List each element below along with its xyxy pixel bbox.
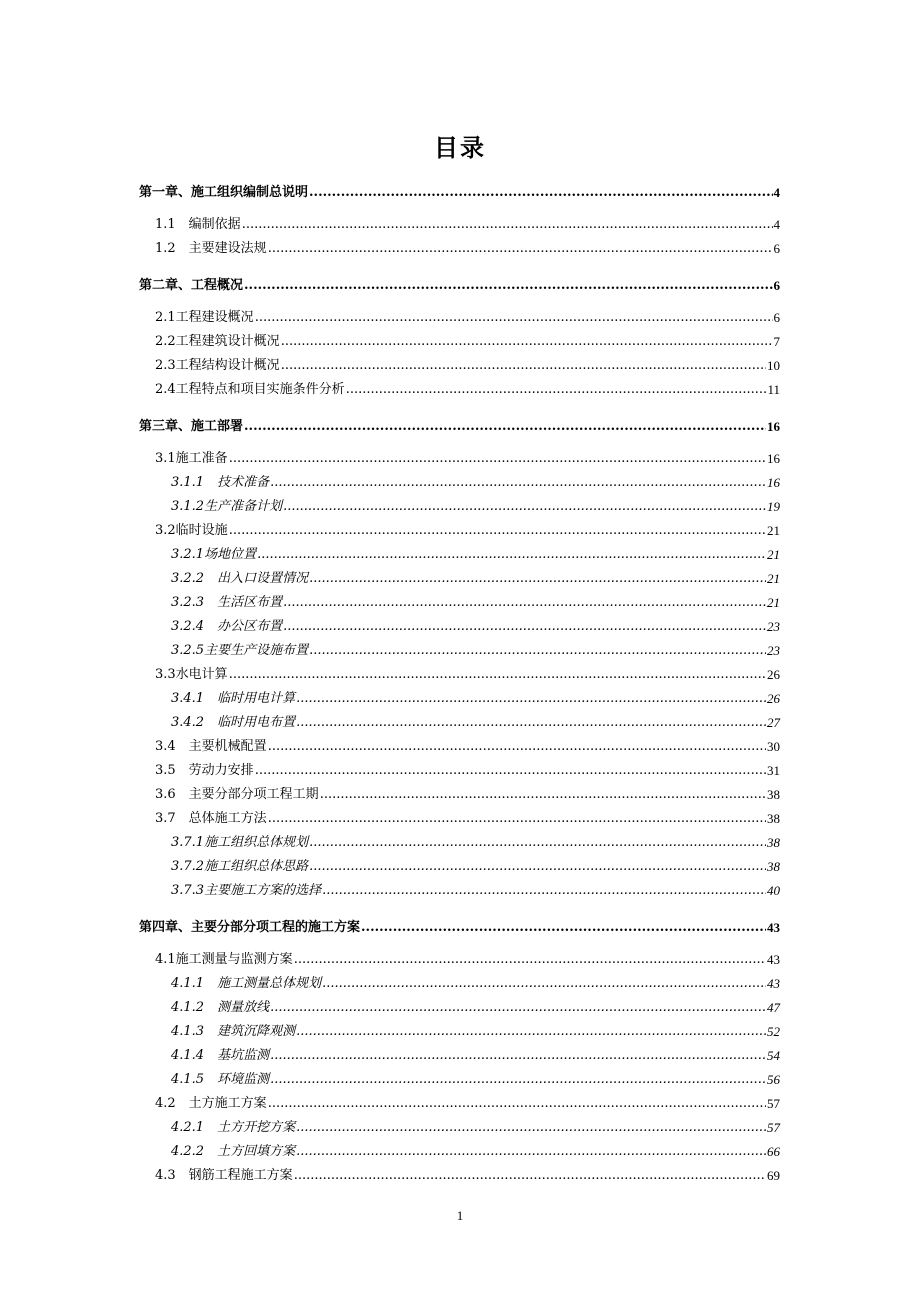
toc-leader-dots: [283, 595, 766, 611]
toc-entry-label: 3.4.1 临时用电计算: [171, 691, 296, 706]
toc-entry-page: 16: [767, 451, 780, 466]
toc-entry-label: 3.2.2 出入口设置情况: [171, 571, 309, 586]
toc-entry[interactable]: [0, 663, 920, 683]
toc-entry[interactable]: [0, 181, 920, 201]
toc-entry-label: 2.4工程特点和项目实施条件分析: [155, 382, 345, 397]
toc-leader-dots: [361, 920, 766, 936]
toc-entry[interactable]: [0, 213, 920, 233]
toc-entry-label: 4.2.1 土方开挖方案: [171, 1120, 296, 1135]
toc-entry[interactable]: [0, 495, 920, 515]
toc-entry[interactable]: [0, 916, 920, 936]
toc-entry[interactable]: [0, 1164, 920, 1184]
toc-entry-page: 57: [767, 1120, 780, 1135]
toc-entry-page: 43: [767, 952, 780, 967]
toc-entry-page: 21: [767, 547, 780, 562]
toc-leader-dots: [322, 883, 766, 899]
toc-entry-label: 1.1 编制依据: [155, 217, 241, 232]
toc-entry-page: 66: [767, 1144, 780, 1159]
toc-entry-label: 1.2 主要建设法规: [155, 241, 267, 256]
toc-entry[interactable]: [0, 543, 920, 563]
toc-entry-page: 26: [767, 667, 780, 682]
page-number: 1: [456, 1208, 464, 1223]
toc-entry-page: 56: [767, 1072, 780, 1087]
toc-entry-label: 3.6 主要分部分项工程工期: [155, 787, 319, 802]
toc-entry-page: 38: [767, 787, 780, 802]
toc-entry[interactable]: [0, 471, 920, 491]
toc-leader-dots: [296, 1144, 766, 1160]
toc-entry[interactable]: [0, 855, 920, 875]
toc-entry-label: 3.1.2生产准备计划: [171, 499, 283, 514]
toc-leader-dots: [309, 571, 766, 587]
toc-entry[interactable]: [0, 306, 920, 326]
toc-leader-dots: [242, 217, 773, 233]
toc-entry[interactable]: [0, 996, 920, 1016]
toc-entry-label: 4.1.1 施工测量总体规划: [171, 976, 322, 991]
toc-entry[interactable]: [0, 759, 920, 779]
toc-leader-dots: [255, 310, 773, 326]
toc-entry[interactable]: [0, 687, 920, 707]
toc-leader-dots: [281, 358, 766, 374]
toc-entry-label: 4.1.4 基坑监测: [171, 1048, 270, 1063]
toc-entry-page: 19: [767, 499, 780, 514]
toc-entry[interactable]: [0, 330, 920, 350]
toc-entry-label: 4.1.2 测量放线: [171, 1000, 270, 1015]
toc-entry-label: 3.1.1 技术准备: [171, 475, 270, 490]
toc-entry-page: 7: [773, 334, 780, 349]
toc-entry-page: 38: [767, 859, 780, 874]
toc-leader-dots: [270, 1000, 766, 1016]
toc-entry[interactable]: [0, 378, 920, 398]
toc-entry[interactable]: [0, 879, 920, 899]
toc-entry-page: 69: [767, 1168, 780, 1183]
toc-entry[interactable]: [0, 831, 920, 851]
toc-entry[interactable]: [0, 447, 920, 467]
toc-entry[interactable]: [0, 735, 920, 755]
toc-entry[interactable]: [0, 711, 920, 731]
toc-entry[interactable]: [0, 1020, 920, 1040]
toc-entry-label: 3.2.4 办公区布置: [171, 619, 283, 634]
toc-entry[interactable]: [0, 567, 920, 587]
toc-leader-dots: [296, 691, 766, 707]
toc-entry-page: 38: [767, 811, 780, 826]
toc-entry[interactable]: [0, 783, 920, 803]
toc-entry-page: 38: [767, 835, 780, 850]
toc-entry-label: 3.4.2 临时用电布置: [171, 715, 296, 730]
toc-leader-dots: [229, 451, 766, 467]
toc-entry-page: 43: [767, 976, 780, 991]
toc-entry[interactable]: [0, 1116, 920, 1136]
toc-entry-page: 4: [773, 185, 780, 200]
toc-entry[interactable]: [0, 1068, 920, 1088]
toc-entry-page: 16: [767, 475, 780, 490]
toc-entry-page: 4: [773, 217, 780, 232]
toc-leader-dots: [244, 419, 766, 435]
toc-entry-label: 3.2.1场地位置: [171, 547, 257, 562]
toc-entry[interactable]: [0, 1092, 920, 1112]
toc-entry-label: 4.1.5 环境监测: [171, 1072, 270, 1087]
toc-entry-label: 3.3水电计算: [155, 667, 228, 682]
toc-entry-label: 2.1工程建设概况: [155, 310, 254, 325]
toc-entry-page: 26: [767, 691, 780, 706]
toc-leader-dots: [309, 835, 766, 851]
toc-entry-page: 47: [767, 1000, 780, 1015]
toc-entry-page: 57: [767, 1096, 780, 1111]
toc-entry-page: 16: [767, 419, 780, 434]
toc-entry[interactable]: [0, 519, 920, 539]
toc-entry-page: 21: [767, 571, 780, 586]
toc-leader-dots: [296, 715, 766, 731]
toc-entry-label: 3.1施工准备: [155, 451, 228, 466]
toc-leader-dots: [268, 811, 766, 827]
toc-entry-page: 23: [767, 643, 780, 658]
toc-entry[interactable]: [0, 972, 920, 992]
toc-entry-page: 40: [767, 883, 780, 898]
toc-leader-dots: [283, 499, 766, 515]
toc-entry[interactable]: [0, 591, 920, 611]
toc-entry[interactable]: [0, 1140, 920, 1160]
toc-entry[interactable]: [0, 948, 920, 968]
toc-entry-label: 3.7.3主要施工方案的选择: [171, 883, 322, 898]
toc-entry-page: 43: [767, 920, 780, 935]
toc-entry-page: 21: [767, 523, 780, 538]
toc-entry-label: 3.2临时设施: [155, 523, 228, 538]
toc-entry-page: 52: [767, 1024, 780, 1039]
toc-leader-dots: [346, 382, 767, 398]
toc-leader-dots: [296, 1024, 766, 1040]
toc-leader-dots: [255, 763, 766, 779]
toc-entry-page: 54: [767, 1048, 780, 1063]
toc-entry-label: 3.4 主要机械配置: [155, 739, 267, 754]
toc-entry-label: 4.1.3 建筑沉降观测: [171, 1024, 296, 1039]
toc-leader-dots: [320, 787, 766, 803]
toc-leader-dots: [309, 643, 766, 659]
toc-leader-dots: [268, 1096, 766, 1112]
toc-entry-page: 11: [767, 382, 780, 397]
toc-leader-dots: [270, 1072, 766, 1088]
toc-leader-dots: [268, 739, 766, 755]
toc-entry-page: 6: [773, 310, 780, 325]
page-title: 目录: [434, 133, 486, 162]
toc-entry-label: 3.7 总体施工方法: [155, 811, 267, 826]
toc-entry-label: 3.7.1施工组织总体规划: [171, 835, 309, 850]
toc-entry-label: 2.2工程建筑设计概况: [155, 334, 280, 349]
toc-entry-page: 6: [773, 278, 780, 293]
toc-entry-label: 3.2.3 生活区布置: [171, 595, 283, 610]
toc-entry-label: 3.7.2施工组织总体思路: [171, 859, 309, 874]
toc-entry-label: 第四章、主要分部分项工程的施工方案: [139, 920, 361, 935]
toc-entry[interactable]: [0, 1044, 920, 1064]
toc-entry-label: 4.3 钢筋工程施工方案: [155, 1168, 293, 1183]
toc-leader-dots: [281, 334, 773, 350]
toc-entry-page: 10: [767, 358, 780, 373]
toc-leader-dots: [270, 1048, 766, 1064]
toc-entry-label: 4.2.2 土方回填方案: [171, 1144, 296, 1159]
toc-leader-dots: [309, 185, 772, 201]
toc-entry[interactable]: [0, 807, 920, 827]
toc-entry-label: 3.5 劳动力安排: [155, 763, 254, 778]
toc-leader-dots: [229, 523, 766, 539]
toc-entry-page: 31: [767, 763, 780, 778]
toc-entry-label: 第一章、施工组织编制总说明: [139, 185, 309, 200]
toc-entry-label: 第三章、施工部署: [139, 419, 244, 434]
toc-entry-page: 27: [767, 715, 780, 730]
toc-entry[interactable]: [0, 415, 920, 435]
toc-leader-dots: [283, 619, 766, 635]
toc-leader-dots: [294, 952, 766, 968]
toc-entry-label: 2.3工程结构设计概况: [155, 358, 280, 373]
toc-leader-dots: [296, 1120, 766, 1136]
toc-entry[interactable]: [0, 237, 920, 257]
toc-entry[interactable]: [0, 639, 920, 659]
toc-entry[interactable]: [0, 354, 920, 374]
toc-entry[interactable]: [0, 615, 920, 635]
toc-entry[interactable]: [0, 274, 920, 294]
toc-leader-dots: [244, 278, 772, 294]
toc-entry-label: 3.2.5主要生产设施布置: [171, 643, 309, 658]
toc-entry-label: 4.1施工测量与监测方案: [155, 952, 293, 967]
toc-leader-dots: [309, 859, 766, 875]
toc-leader-dots: [268, 241, 773, 257]
toc-entry-page: 30: [767, 739, 780, 754]
toc-leader-dots: [270, 475, 766, 491]
toc-entry-page: 23: [767, 619, 780, 634]
toc-entry-page: 6: [773, 241, 780, 256]
toc-leader-dots: [257, 547, 766, 563]
toc-leader-dots: [229, 667, 766, 683]
toc-entry-page: 21: [767, 595, 780, 610]
toc-leader-dots: [322, 976, 766, 992]
toc-entry-label: 4.2 土方施工方案: [155, 1096, 267, 1111]
toc-entry-label: 第二章、工程概况: [139, 278, 244, 293]
toc-leader-dots: [294, 1168, 766, 1184]
